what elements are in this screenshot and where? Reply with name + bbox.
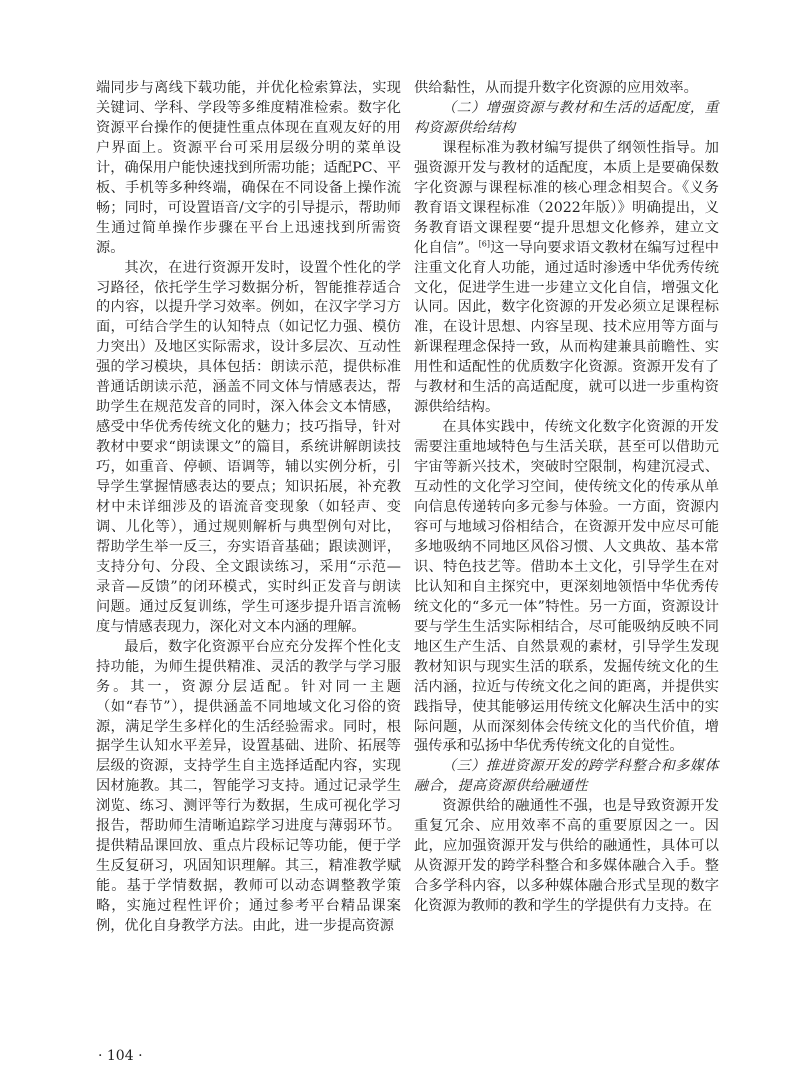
paragraph: 端同步与离线下载功能，并优化检索算法，实现关键词、学科、学段等多维度精准检索。数字化资源平台操作的便捷性重点体现在直观友好的用户界面上。资源平台可采用层级分明的菜单设计，确保用户能快速找到所需功能；适配PC、平板、手机等多种终端，确保在不同设备上操作流畅；同时，可设置语音/文字的引导提示，帮助师生通过简单操作步骤在平台上迅速找到所需资源。 (96, 80, 401, 256)
section-heading: （二）增强资源与教材和生活的适配度，重构资源供给结构 (414, 99, 719, 136)
paragraph: 在具体实践中，传统文化数字化资源的开发需要注重地域特色与生活关联，甚至可以借助元宇宙等新兴技术，突破时空限制，构建沉浸式、互动性的文化学习空间，使传统文化的传承从单向信息传递转向多元参与体验。一方面，资源内容可与地域习俗相结合，在资源开发中应尽可能多地吸纳不同地区风俗习惯、人文典故、基本常识、特色技艺等。借助本土文化，引导学生在对比认知和自主探究中，更深刻地领悟中华优秀传统文化的“多元一体”特性。另一方面，资源设计要与学生生活实际相结合，尽可能吸纳反映不同地区生产生活、自然景观的素材，引导学生发现教材知识与现实生活的联系，发掘传统文化的生活内涵，拉近与传统文化之间的距离，并提供实践指导，使其能够运用传统文化解决生活中的实际问题，从而深刻体会传统文化的当代价值，增强传承和弘扬中华优秀传统文化的自觉性。 (414, 419, 719, 755)
paragraph: 供给黏性，从而提升数字化资源的应用效率。 (414, 80, 698, 96)
paragraph (414, 139, 719, 418)
left-column (96, 79, 401, 937)
citation-marker: [6] (478, 238, 490, 248)
paragraph: 资源供给的融通性不强，也是导致资源开发重复冗余、应用效率不高的重要原因之一。因此，应加强资源开发与供给的融通性，具体可以从资源开发的跨学科整合和多媒体融合入手。整合多学科内容，以多种媒体融合形式呈现的数字化资源为教师的教和学生的学提供有力支持。在 (414, 798, 719, 915)
page-number: · 104 · (98, 1048, 143, 1064)
paragraph: 最后，数字化资源平台应充分发挥个性化支持功能，为师生提供精准、灵活的教学与学习服务。其一，资源分层适配。针对同一主题（如“春节”），提供涵盖不同地域文化习俗的资源，满足学生多样化的生活经验需求。同时，根据学生认知水平差异，设置基础、进阶、拓展等层级的资源，支持学生自主选择适配内容，实现因材施教。其二，智能学习支持。通过记录学生浏览、练习、测评等行为数据，生成可视化学习报告，帮助师生清晰追踪学习进度与薄弱环节。提供精品课回放、重点片段标记等功能，便于学生反复研习，巩固知识理解。其三，精准教学赋能。基于学情数据，教师可以动态调整教学策略，实施过程性评价；通过参考平台精品课案例，优化自身教学方法。由此，进一步提高资源 (96, 638, 401, 935)
right-column (414, 79, 719, 917)
paragraph-text: 课程标准为教材编写提供了纲领性指导。加强资源开发与教材的适配度，本质上是要确保数字化资源与课程标准的核心理念相契合。《义务教育语文课程标准（2022年版）》明确提出，义务教育语文课程要“提升思想文化修养，建立文化自信”。 (414, 139, 719, 256)
paragraph-text: 这一导向要求语文教材在编写过程中注重文化育人功能，通过适时渗透中华优秀传统文化，促进学生进一步建立文化自信，增强文化认同。因此，数字化资源的开发必须立足课程标准，在设计思想、内容呈现、技术应用等方面与新课程理念保持一致，从而构建兼具前瞻性、实用性和适配性的优质数字化资源。资源开发有了与教材和生活的高适配度，就可以进一步重构资源供给结构。 (414, 239, 719, 416)
paragraph: 其次，在进行资源开发时，设置个性化的学习路径，依托学生学习数据分析，智能推荐适合的内容，以提升学习效率。例如，在汉字学习方面，可结合学生的认知特点（如记忆力强、模仿力突出）及地区实际需求，设计多层次、互动性强的学习模块，具体包括：朗读示范，提供标准普通话朗读示范，涵盖不同文体与情感表达，帮助学生在规范发音的同时，深入体会文本情感，感受中华优秀传统文化的魅力；技巧指导，针对教材中要求“朗读课文”的篇目，系统讲解朗读技巧，如重音、停顿、语调等，辅以实例分析，引导学生掌握情感表达的要点；知识拓展，补充教材中未详细涉及的语流音变现象（如轻声、变调、儿化等），通过规则解析与典型例句对比，帮助学生举一反三，夯实语音基础；跟读测评，支持分句、分段、全文跟读练习，采用“示范—录音—反馈”的闭环模式，实时纠正发音与朗读问题。通过反复训练，学生可逐步提升语言流畅度与情感表现力，深化对文本内涵的理解。 (96, 259, 401, 635)
section-heading: （三）推进资源开发的跨学科整合和多媒体融合，提高资源供给融通性 (414, 758, 719, 795)
